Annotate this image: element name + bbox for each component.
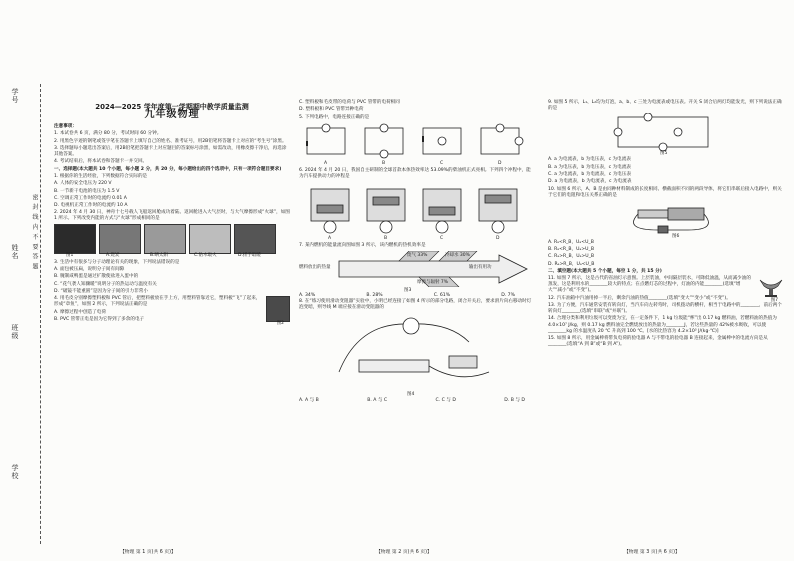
- q10-option-a: A. Rₐ<R_B，Uₐ<U_B: [548, 239, 594, 245]
- q4-option-d: D. 塑料板和 PVC 管带异种电荷: [299, 107, 364, 113]
- fig3-exhaust-label: 废气 33%: [407, 252, 428, 258]
- page-2-footer: 【物理 第 2 页(共 6 页)】: [376, 550, 432, 555]
- q9-option-c: C. a 为电流表，b 为电流表，c 为电压表: [548, 171, 632, 177]
- fig4-block: [299, 312, 535, 398]
- seal-line: [40, 84, 41, 544]
- section-1-title: 一、选择题(本大题共 10 个小题，每小题 2 分，共 20 分，每小题给出的四个选项中，只有一项符合题目要求): [54, 166, 282, 172]
- fig6-circuit: [618, 200, 738, 234]
- q6-engine-strokes: [299, 181, 535, 243]
- notes-title: 注意事项：: [54, 124, 77, 130]
- seal-notice: 密 封 线 内 不 要 答 题: [31, 194, 38, 271]
- question-7: 7. 某内燃机的能量流向图如图 3 所示，该内燃机的热机效率是: [299, 243, 426, 249]
- q6-label-c: C: [440, 236, 444, 242]
- q5-label-b: B: [382, 160, 386, 166]
- q8-option-b: B. A 与 C: [367, 397, 388, 403]
- q2-label-a: A.烧炭: [106, 252, 120, 258]
- question-3: 3. 生活中有很多与分子动理论有关的现象，下列说法错误的是: [54, 259, 180, 265]
- question-8: 8. 在“练习使用滑动变阻器”实验中，小明已经连接了如图 4 所示的部分电路，闭合开关后，要求滑片向右移动时灯泡变暗，则导线 M 端应接在滑动变阻器的: [299, 298, 532, 310]
- fig1-label: 图1: [66, 252, 74, 258]
- question-10: 10. 如图 6 所示，A、B 是由同种材料制成的长度相同、横截面积不同的两段导体，将它们串联后接入电路中，则关于它们的电阻和电压关系正确的是: [548, 186, 782, 198]
- fig6-label: 图6: [672, 233, 680, 239]
- q2-label-c: C.钻木取火: [194, 252, 217, 258]
- q8-option-d: D. B 与 D: [504, 397, 525, 403]
- fig4-rheostat-circuit: [299, 312, 535, 392]
- question-15: 15. 如图 8 所示，用金属棒将带负电荷的验电器 A 与不带电的验电器 B 连接起来，金属棒中的电流方向是从________(选填“A 到 B”或“B 到 A”)。: [548, 335, 768, 347]
- binding-strip: [0, 84, 54, 544]
- q2-image-a: [99, 224, 141, 254]
- question-9: 9. 如图 5 所示，L₁、L₂均为灯泡，a、b、c 三处为电流表或电压表。开关 S 闭合后两灯均能发光，则下列说法正确的是: [548, 100, 782, 112]
- q2-image-c: [189, 224, 231, 254]
- q10-option-d: D. Rₐ>R_B，Uₐ<U_B: [548, 261, 595, 267]
- q9-option-d: D. a 为电流表，b 为电流表，c 为电流表: [548, 179, 632, 185]
- q4-option-b: B. PVC 管带正电是因为它得到了多余的电子: [54, 316, 145, 322]
- question-6: 6. 2024 年 4 月 20 日，我国自主研制的全球首款本体热效率达 53.09%的柴油机正式亮相。下列四个冲程中，能为汽车提供动力的冲程是: [299, 167, 531, 179]
- fig4-label: 图4: [407, 391, 415, 397]
- q6-engine-diagrams: [299, 181, 535, 235]
- q8-option-a: A. A 与 B: [299, 397, 319, 403]
- fig7-label: 图7: [770, 298, 778, 304]
- page-2: [299, 100, 535, 404]
- fig3-coolant-label: 冷却水 30%: [445, 252, 470, 258]
- class-label: 班级: [11, 324, 19, 340]
- fig5-label: 图5: [660, 151, 668, 157]
- question-2: 2. 2024 年 4 月 30 日，神舟十七号载人飞船返回舱成功着陆。返回舱进入大气层时，与大气摩擦形成“火球”，如图 1 所示。下列改变内能的方式与“火球”形成相同的是: [54, 210, 290, 222]
- q8-option-c: C. C 与 D: [435, 397, 456, 403]
- q3-option-b: B. 腌制咸鸭蛋是通过扩散使盐进入蛋中的: [54, 274, 139, 280]
- q1-option-d: D. 电视机正常工作时的电流约 10 A: [54, 203, 128, 209]
- q3-option-d: D. “破镜不能重圆”是因为分子间的引力非常小: [54, 288, 148, 294]
- q7-option-a: A. 34%: [299, 292, 316, 298]
- fig2-label: 图2: [276, 321, 284, 327]
- fig3-useful-label: 输出有用功: [469, 264, 492, 270]
- question-11: 11. 如图 7 所示，这是古代的省油灯示意图。上层装油，中间隔层装水，可降低油温，从而减少油的蒸发，这是利用水的________较大的特点；在点燃灯芯的过程中，灯油的内能________(选填“增大”“减小”或“不变”)。: [548, 276, 751, 294]
- section-2-title: 二、填空题(本大题共 5 个小题，每空 1 分，共 15 分): [548, 269, 662, 274]
- question-14: 14. 合理分类和利用垃圾可以变废为宝，在一定条件下，1 kg 垃圾能“榨”出 0.17 kg 燃料油，若燃料油的热值为 4.0×10⁷ J/kg，则 0.17 kg 燃料油完全燃烧放出的热量为________J，若这些热量的 42%被水吸收，可以使________kg 的水温度从 20 ℃ 升高到 100 ℃。[水的比热容为 4.2×10³ J/(kg·℃)]: [548, 316, 777, 334]
- q2-label-b: B.晒太阳: [150, 252, 169, 258]
- q1-option-b: B. 一节新干电池的电压为 1.5 V: [54, 188, 120, 194]
- exam-title: 2024—2025 学年度第一学期期中教学质量监测: [95, 103, 249, 111]
- page-1: [54, 98, 290, 327]
- fig3-label: 图3: [404, 287, 412, 293]
- subject-title: 九年级物理: [144, 109, 200, 121]
- q10-option-b: B. Rₐ<R_B，Uₐ>U_B: [548, 247, 594, 253]
- q2-image-d: [234, 224, 276, 254]
- fig6-block: [548, 200, 784, 240]
- note-3: 3. 选择题每小题选出答案后，用2B铅笔把答题卡上对应题目的答案标号涂黑，如需改动，用橡皮擦干净后，再选涂其他答案。: [54, 146, 287, 158]
- q1-option-c: C. 空调正常工作时的电流约 0.01 A: [54, 195, 127, 201]
- q2-image-b: [144, 224, 186, 254]
- q3-option-c: C. “花气袭人知骤暖”说明分子的热运动与温度有关: [54, 281, 157, 287]
- fig7-oil-lamp: [758, 276, 784, 298]
- q5-label-a: A: [324, 160, 328, 166]
- q7-option-b: B. 28%: [366, 292, 383, 298]
- fig1-photo: [54, 224, 96, 254]
- note-4: 4. 考试结束后，将本试卷和答题卡一并交回。: [54, 159, 148, 165]
- fig5-block: [548, 113, 784, 157]
- q7-option-c: C. 61%: [433, 292, 451, 298]
- question-12: 12. 汽车油箱中汽油用掉一半后，剩余汽油的热值________(选填“变大”“变小”或“不变”)。: [548, 295, 731, 301]
- name-label: 姓名: [11, 244, 19, 260]
- page-1-footer: 【物理 第 1 页(共 6 页)】: [120, 550, 176, 555]
- q5-circuit-diagrams: [299, 122, 535, 162]
- q9-option-a: A. a 为电流表，b 为电压表，c 为电流表: [548, 157, 631, 163]
- question-1: 1. 根据你的生活经验，下列数据符合实际的是: [54, 173, 148, 179]
- question-13: 13. 为了方便，汽车通常安装有转向灯，当汽车向左转弯时，司机拨动的横杆，相当于电路中的________，前后两个转向灯________(选填“串联”或“并联”)。: [548, 303, 782, 315]
- fig2-photo: [266, 296, 290, 322]
- q8-options: [299, 398, 525, 404]
- q5-label-c: C: [440, 160, 444, 166]
- q4-option-c: C. 塑料板和毛皮带的电荷与 PVC 管带的电荷相同: [299, 100, 400, 105]
- fig3-fuel-label: 燃料放出的热量: [299, 264, 331, 270]
- school-label: 学校: [11, 464, 19, 480]
- q4-option-a: A. 摩擦过程中创造了电荷: [54, 309, 106, 315]
- fig3-block: [299, 251, 535, 293]
- fig3-friction-label: 摩擦与辐射 7%: [417, 279, 449, 285]
- page-3-footer: 【物理 第 3 页(共 6 页)】: [624, 550, 680, 555]
- question-4: 4. 用毛皮分别摩擦塑料板和 PVC 管后，把塑料板放在手上方，用塑料管靠近它，塑料板“飞”了起来，形成“章鱼”，如图 2 所示，下列说法正确的是: [54, 296, 261, 308]
- q6-label-d: D: [496, 236, 500, 242]
- q2-figures: [54, 224, 290, 260]
- q5-circuits: [299, 122, 535, 168]
- q7-option-d: D. 7%: [501, 292, 515, 298]
- page-3: [548, 100, 784, 349]
- q1-option-a: A. 人体的安全电压为 220 V: [54, 181, 112, 187]
- question-5: 5. 下列电路中，电路连接正确的是: [299, 114, 370, 120]
- q6-label-a: A: [328, 236, 332, 242]
- fig5-circuit: [608, 113, 728, 153]
- q5-label-d: D: [498, 160, 502, 166]
- q3-option-a: A. 面包被压扁，说明分子间有间隙: [54, 267, 125, 273]
- q6-label-b: B: [384, 236, 388, 242]
- q9-option-b: B. a 为电压表，b 为电压表，c 为电流表: [548, 164, 632, 170]
- note-1: 1. 本试卷共 6 页，满分 80 分，考试时间 60 分钟。: [54, 131, 162, 137]
- q10-option-c: C. Rₐ>R_B，Uₐ>U_B: [548, 254, 595, 260]
- q2-label-d: D.搓手取暖: [238, 252, 261, 258]
- note-2: 2. 用黑色字迹的钢笔或签字笔在答题卡上填写自己的姓名、准考证号，用2B铅笔将答题卡上对应的“考生号”涂黑。: [54, 138, 287, 144]
- number-label: 学号: [11, 88, 19, 104]
